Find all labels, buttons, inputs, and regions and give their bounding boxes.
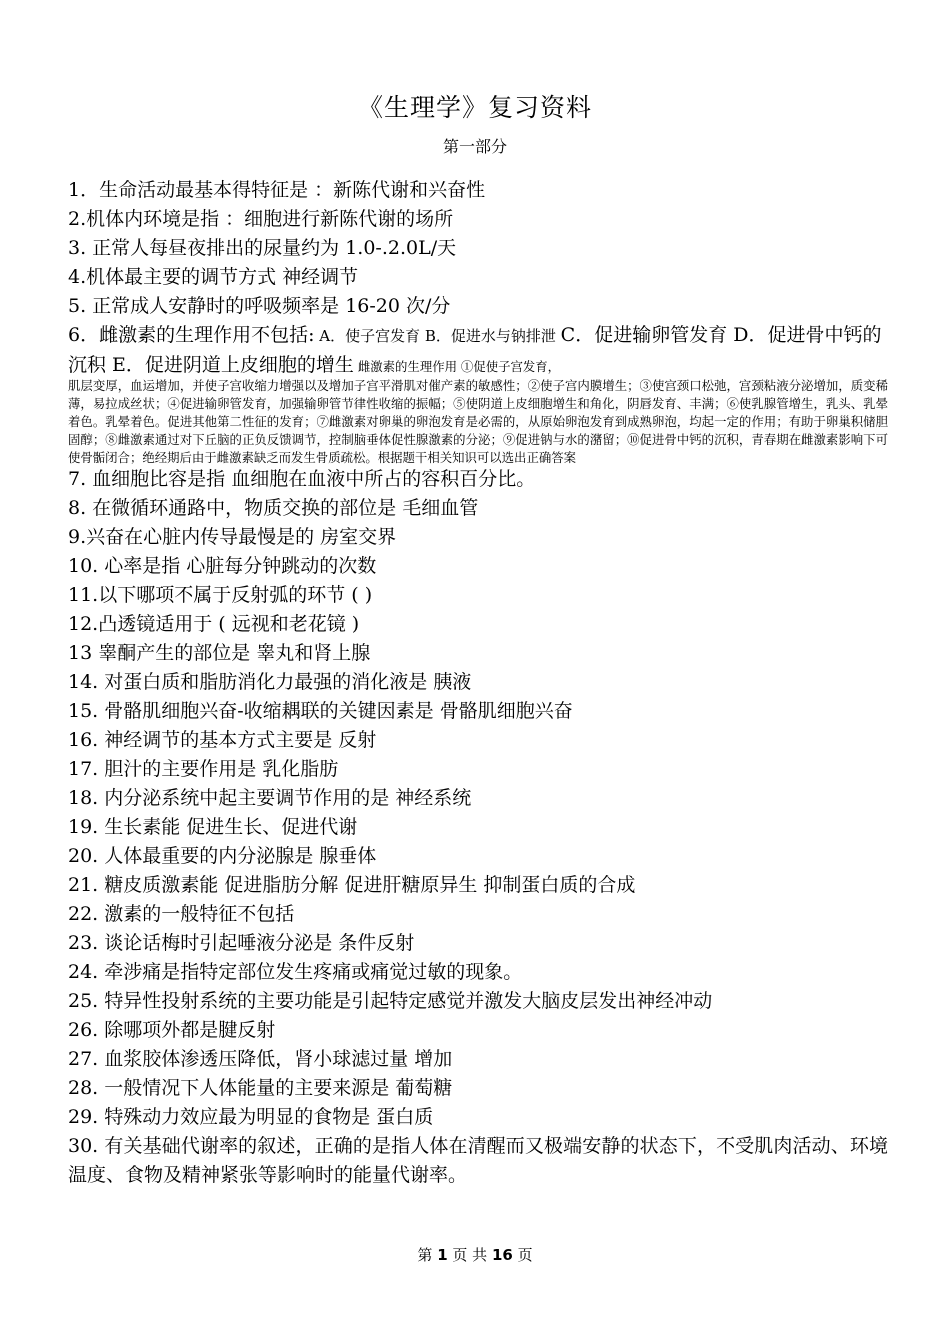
question-29: 29. 特殊动力效应最为明显的食物是 蛋白质 bbox=[68, 1106, 434, 1128]
question-6-options-ab: A．使子宫发育 B．促进水与钠排泄 bbox=[314, 327, 561, 345]
question-19: 19. 生长素能 促进生长、促进代谢 bbox=[68, 816, 358, 838]
question-21: 21. 糖皮质激素能 促进脂肪分解 促进肝糖原异生 抑制蛋白质的合成 bbox=[68, 874, 636, 896]
footer-suffix: 页 bbox=[512, 1246, 533, 1264]
question-20: 20. 人体最重要的内分泌腺是 腺垂体 bbox=[68, 845, 377, 867]
question-2: 2.机体内环境是指 ：细胞进行新陈代谢的场所 bbox=[68, 208, 454, 230]
question-13: 13 睾酮产生的部位是 睾丸和肾上腺 bbox=[68, 642, 371, 664]
page-footer bbox=[0, 1244, 950, 1265]
footer-middle: 页 共 bbox=[447, 1246, 492, 1264]
footer-total-pages: 16 bbox=[491, 1246, 513, 1264]
question-22: 22. 激素的一般特征不包括 bbox=[68, 903, 295, 925]
question-23: 23. 谈论话梅时引起唾液分泌是 条件反射 bbox=[68, 932, 415, 954]
question-list bbox=[68, 176, 888, 1190]
question-5: 5. 正常成人安静时的呼吸频率是 16-20 次/分 bbox=[68, 295, 451, 317]
question-1: 1．生命活动最基本得特征是 ：新陈代谢和兴奋性 bbox=[68, 179, 486, 201]
question-26: 26. 除哪项外都是腱反射 bbox=[68, 1019, 276, 1041]
question-28: 28. 一般情况下人体能量的主要来源是 葡萄糖 bbox=[68, 1077, 453, 1099]
question-6-explanation: 肌层变厚，血运增加，并使子宫收缩力增强以及增加子宫平滑肌对催产素的敏感性；②使子宫内膜增生；③使宫颈口松弛，宫颈粘液分泌增加，质变稀薄，易拉成丝状；④促进输卵管发育，加强输卵管节律性收缩的振幅；⑤使阴道上皮细胞增生和角化，阴唇发育、丰满；⑥使乳腺管增生，乳头、乳晕着色。乳晕着色。促进其他第二性征的发育；⑦雌激素对卵巢的卵泡发育是必需的，从原始卵泡发育到成熟卵泡，均起一定的作用；有助于卵巢积储胆固醇；⑧雌激素通过对下丘脑的正负反馈调节，控制脑垂体促性腺激素的分泌；⑨促进钠与水的潴留；⑩促进骨中钙的沉积，青春期在雌激素影响下可使骨骺闭合；绝经期后由于雌激素缺乏而发生骨质疏松。根据题干相关知识可以选出正确答案 bbox=[68, 378, 888, 465]
question-3: 3. 正常人每昼夜排出的尿量约为 1.0-.2.0L/天 bbox=[68, 237, 457, 259]
question-14: 14. 对蛋白质和脂肪消化力最强的消化液是 胰液 bbox=[68, 671, 472, 693]
question-7: 7. 血细胞比容是指 血细胞在血液中所占的容积百分比。 bbox=[68, 468, 536, 490]
question-27: 27. 血浆胶体渗透压降低，肾小球滤过量 增加 bbox=[68, 1048, 453, 1070]
question-9: 9.兴奋在心脏内传导最慢是的 房室交界 bbox=[68, 526, 397, 548]
question-10: 10. 心率是指 心脏每分钟跳动的次数 bbox=[68, 555, 377, 577]
question-6-note-head: 雌激素的生理作用 ①促使子宫发育， bbox=[353, 359, 561, 374]
question-16: 16. 神经调节的基本方式主要是 反射 bbox=[68, 729, 377, 751]
question-8: 8. 在微循环通路中，物质交换的部位是 毛细血管 bbox=[68, 497, 479, 519]
question-24: 24. 牵涉痛是指特定部位发生疼痛或痛觉过敏的现象。 bbox=[68, 961, 523, 983]
question-25: 25. 特异性投射系统的主要功能是引起特定感觉并激发大脑皮层发出神经冲动 bbox=[68, 990, 713, 1012]
question-4: 4.机体最主要的调节方式 神经调节 bbox=[68, 266, 359, 288]
question-30: 30. 有关基础代谢率的叙述，正确的是指人体在清醒而又极端安静的状态下，不受肌肉活动、环境温度、食物及精神紧张等影响时的能量代谢率。 bbox=[68, 1135, 888, 1186]
question-17: 17. 胆汁的主要作用是 乳化脂肪 bbox=[68, 758, 339, 780]
page-title: 《生理学》复习资料 bbox=[357, 93, 592, 122]
question-12: 12.凸透镜适用于 ( 远视和老花镜 ) bbox=[68, 613, 360, 635]
question-6 bbox=[68, 321, 888, 381]
footer-prefix: 第 bbox=[417, 1246, 438, 1264]
question-15: 15. 骨骼肌细胞兴奋-收缩耦联的关键因素是 骨骼肌细胞兴奋 bbox=[68, 700, 573, 722]
footer-page-number: 1 bbox=[437, 1246, 448, 1264]
section-title: 第一部分 bbox=[442, 137, 507, 156]
question-6-stem: 6．雌激素的生理作用不包括: bbox=[68, 324, 315, 346]
question-11: 11.以下哪项不属于反射弧的环节 ( ) bbox=[68, 584, 373, 606]
question-6-options-cde: C．促进输卵管发育 D．促进骨中钙的沉积 E．促进阴道上皮细胞的增生 bbox=[68, 324, 882, 376]
question-18: 18. 内分泌系统中起主要调节作用的是 神经系统 bbox=[68, 787, 472, 809]
